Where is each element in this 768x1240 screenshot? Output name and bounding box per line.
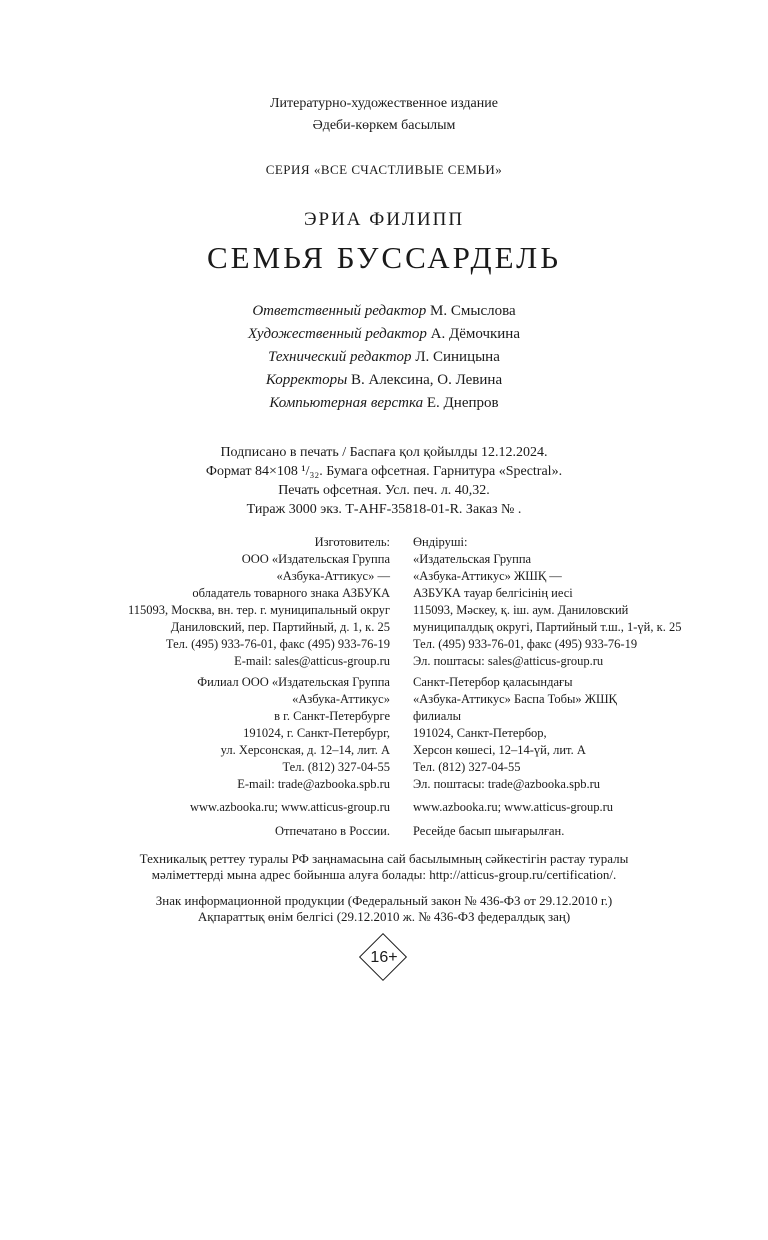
credit-name: В. Алексина, О. Левина [347, 372, 503, 388]
text-line: ул. Херсонская, д. 12–14, лит. А [220, 743, 390, 757]
text-line: Эл. поштасы: sales@atticus-group.ru [413, 654, 604, 668]
credit-line [0, 392, 768, 415]
credit-name: Е. Днепров [423, 395, 499, 411]
text-line: Эл. поштасы: trade@azbooka.spb.ru [413, 777, 601, 791]
print-info-line: Формат 84×108 ¹/₃₂. Бумага офсетная. Гарнитура «Spectral». [205, 464, 563, 479]
text-line: Тел. (812) 327-04-55 [282, 760, 390, 774]
print-info-line: Подписано в печать / Баспаға қол қойылды 12.12.2024. [220, 445, 548, 460]
series-line: СЕРИЯ «ВСЕ СЧАСТЛИВЫЕ СЕМЬИ» [265, 162, 503, 177]
book-title: СЕМЬЯ БУССАРДЕЛЬ [206, 240, 562, 275]
credit-name: М. Смыслова [426, 303, 516, 319]
text-line: Филиал ООО «Издательская Группа [197, 675, 390, 689]
text-line: 115093, Москва, вн. тер. г. муниципальный округ [127, 603, 390, 617]
text-line: 115093, Мәскеу, қ. іш. аум. Даниловский [413, 603, 629, 617]
text-line: «Азбука-Аттикус» ЖШҚ — [413, 569, 562, 583]
branch-kz [413, 674, 743, 793]
text-line: Даниловский, пер. Партийный, д. 1, к. 25 [170, 620, 390, 634]
credit-line [0, 346, 768, 369]
text-line: E-mail: sales@atticus-group.ru [234, 654, 390, 668]
text-line: 191024, г. Санкт-Петербург, [243, 726, 390, 740]
printed-in-ru: Отпечатано в России. [275, 824, 390, 838]
text-line: Санкт-Петербор қаласындағы [413, 675, 573, 689]
credit-line [0, 300, 768, 323]
credit-name: Л. Синицына [411, 349, 500, 365]
text-line: Херсон көшесі, 12–14-үй, лит. А [413, 743, 586, 757]
credit-role: Корректоры [265, 372, 348, 388]
credit-role: Технический редактор [268, 349, 412, 365]
text-line: обладатель товарного знака АЗБУКА [192, 586, 390, 600]
text-line: Тел. (495) 933-76-01, факс (495) 933-76-19 [413, 637, 638, 651]
text-line: Тел. (812) 327-04-55 [413, 760, 521, 774]
printed-in-kz: Ресейде басып шығарылған. [413, 824, 565, 838]
text-line: «Азбука-Аттикус» — [276, 569, 390, 583]
text-line: 191024, Санкт-Петербор, [413, 726, 547, 740]
website-ru: www.azbooka.ru; www.atticus-group.ru [189, 800, 390, 814]
text-line: Тел. (495) 933-76-01, факс (495) 933-76-19 [165, 637, 390, 651]
text-line: АЗБУКА тауар белгісінің иесі [413, 586, 573, 600]
text-line: муниципалдық округі, Партийный т.ш., 1-үй, к. 25 [413, 620, 682, 634]
credit-line [0, 369, 768, 392]
print-info-line: Тираж 3000 экз. Т-АНF-35818-01-R. Заказ № . [246, 502, 522, 517]
text-line: Өндіруші: [413, 535, 468, 549]
website-kz: www.azbooka.ru; www.atticus-group.ru [413, 800, 614, 814]
author-name: ЭРИА ФИЛИПП [303, 209, 465, 230]
text-line: ООО «Издательская Группа [241, 552, 390, 566]
credit-role: Ответственный редактор [252, 303, 427, 319]
credit-role: Компьютерная верстка [269, 395, 424, 411]
info-product-sign: Знак информационной продукции (Федеральный закон № 436-ФЗ от 29.12.2010 г.) [155, 893, 613, 908]
credit-name: А. Дёмочкина [426, 326, 520, 342]
text-line: Изготовитель: [314, 535, 390, 549]
credit-role: Художественный редактор [247, 326, 427, 342]
text-line: «Азбука-Аттикус» Баспа Тобы» ЖШҚ [413, 692, 617, 706]
info-product-sign: Ақпараттық өнім белгісі (29.12.2010 ж. № 436-ФЗ федералдық заң) [197, 909, 571, 924]
text-line: филиалы [413, 709, 462, 723]
age-rating-label: 16+ [370, 949, 398, 966]
manufacturer-ru [0, 534, 390, 670]
text-line: «Азбука-Аттикус» [292, 692, 390, 706]
branch-ru [0, 674, 390, 793]
edition-type-kz: Әдеби-көркем басылым [312, 118, 456, 133]
certification-note: Техникалық реттеу туралы РФ заңнамасына сай басылымның сәйкестігін растау туралы [139, 851, 629, 866]
manufacturer-kz [413, 534, 743, 670]
text-line: в г. Санкт-Петербурге [274, 709, 390, 723]
certification-note: мәліметтерді мына адрес бойынша алуға болады: http://atticus-group.ru/certification/. [151, 867, 617, 882]
text-line: E-mail: trade@azbooka.spb.ru [237, 777, 390, 791]
text-line: «Издательская Группа [413, 552, 532, 566]
credit-line [0, 323, 768, 346]
edition-type: Литературно-художественное издание [270, 96, 498, 111]
print-info-line: Печать офсетная. Усл. печ. л. 40,32. [278, 483, 490, 498]
